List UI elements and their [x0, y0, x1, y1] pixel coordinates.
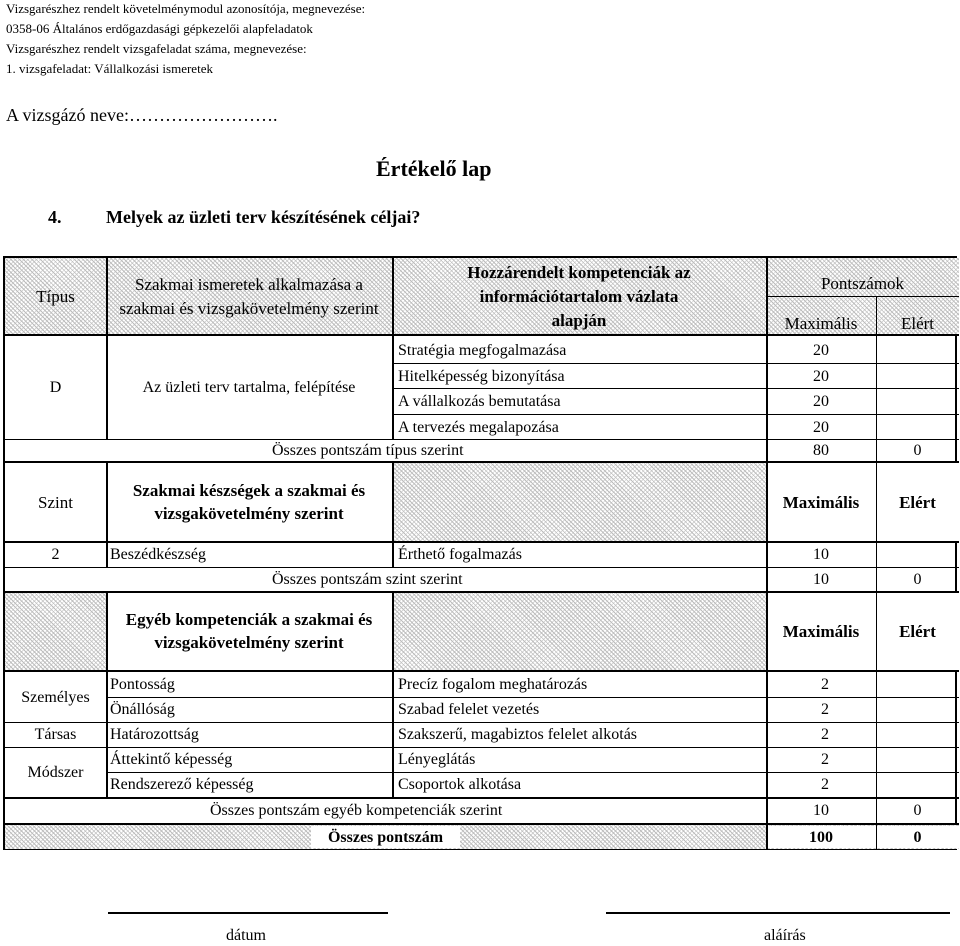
divider [5, 541, 959, 543]
competence-item: Stratégia megfogalmazása [398, 341, 567, 359]
divider [766, 296, 959, 297]
divider [876, 296, 877, 849]
competence-item: A vállalkozás bemutatása [398, 392, 561, 410]
divider [5, 797, 959, 799]
topic-value: Az üzleti terv tartalma, felépítése [142, 378, 356, 396]
skill-level: 2 [51, 546, 60, 563]
level-total-achieved: 0 [913, 571, 922, 588]
knowledge-column-header: Szakmai ismeretek alkalmazása a szakmai és vizsgakövetelmény szerint [119, 274, 379, 318]
module-name: 0358-06 Általános erdőgazdasági gépkezelői alapfeladatok [6, 21, 313, 36]
max-points: 20 [813, 392, 829, 410]
competency-description: Csoportok alkotása [398, 776, 522, 793]
competency-name: Határozottság [110, 726, 199, 743]
type-value: D [49, 378, 62, 396]
max-points: 20 [813, 367, 829, 385]
achieved-column-header: Elért [900, 313, 935, 333]
signature-line [606, 912, 950, 914]
divider [5, 823, 959, 825]
competency-description: Lényeglátás [398, 751, 476, 768]
competency-name: Rendszerező képesség [110, 776, 254, 793]
grand-total-label: Összes pontszám [327, 828, 444, 846]
competency-max: 2 [821, 676, 829, 693]
competency-description: Precíz fogalom meghatározás [398, 676, 588, 693]
divider [5, 567, 959, 568]
group-personal: Személyes [21, 688, 90, 706]
competence-item: A tervezés megalapozása [398, 418, 559, 436]
type-total-max: 80 [813, 442, 829, 459]
type-column-header: Típus [36, 287, 75, 306]
skills-achieved-header: Elért [899, 492, 936, 512]
competency-max: 2 [821, 701, 829, 718]
group-social: Társas [34, 726, 77, 743]
divider [106, 772, 959, 773]
question-text: Melyek az üzleti terv készítésének céljai? [106, 207, 421, 227]
skill-name: Beszédkészség [110, 546, 206, 563]
divider [5, 334, 959, 336]
divider [106, 697, 959, 698]
other-max-header: Maximális [782, 621, 860, 641]
divider [106, 461, 108, 567]
level-column-header: Szint [38, 492, 73, 512]
competency-name: Önállóság [110, 701, 175, 718]
max-column-header: Maximális [784, 313, 858, 333]
divider [106, 591, 108, 797]
evaluation-table [3, 256, 957, 850]
type-total-label: Összes pontszám típus szerint [272, 442, 464, 459]
divider [5, 591, 959, 593]
divider [392, 591, 394, 797]
divider [5, 670, 959, 672]
type-total-achieved: 0 [913, 442, 922, 459]
divider [5, 747, 959, 748]
other-total-label: Összes pontszám egyéb kompetenciák szerint [210, 802, 503, 819]
points-column-header: Pontszámok [820, 273, 905, 293]
divider [392, 461, 394, 567]
signature-label: aláírás [764, 927, 806, 944]
skills-column-header: Szakmai készségek a szakmai és vizsgakövetelmény szerint [132, 481, 366, 523]
examinee-name-field: A vizsgázó neve:……………………. [6, 105, 278, 125]
page-title: Értékelő lap [376, 156, 492, 181]
max-points: 20 [813, 418, 829, 436]
level-total-max: 10 [813, 571, 829, 588]
grand-total-max: 100 [809, 828, 833, 846]
competency-name: Pontosság [110, 676, 175, 693]
task-label: Vizsgarészhez rendelt vizsgafeladat száma, megnevezése: [6, 41, 307, 56]
divider [106, 258, 108, 439]
skills-max-header: Maximális [782, 492, 860, 512]
other-competencies-header: Egyéb kompetenciák a szakmai és vizsgakövetelmény szerint [125, 610, 373, 652]
other-achieved-header: Elért [899, 621, 936, 641]
max-points: 20 [813, 341, 829, 359]
level-total-label: Összes pontszám szint szerint [272, 571, 463, 588]
competency-max: 2 [821, 726, 829, 743]
grand-total-achieved: 0 [913, 828, 922, 846]
question [48, 207, 420, 228]
competence-column-header: Hozzárendelt kompetenciák az információtartalom vázlata alapján [467, 262, 691, 330]
divider [5, 722, 959, 723]
competency-max: 2 [821, 776, 829, 793]
divider [5, 439, 959, 440]
competency-max: 2 [821, 751, 829, 768]
competency-description: Szakszerű, magabiztos felelet alkotás [398, 726, 638, 743]
skill-competence: Érthető fogalmazás [398, 546, 522, 563]
divider [392, 258, 394, 439]
divider [392, 414, 959, 415]
group-method: Módszer [27, 763, 84, 781]
question-number: 4. [48, 207, 62, 227]
divider [392, 388, 959, 389]
other-total-max: 10 [813, 802, 829, 819]
divider [766, 258, 768, 849]
competency-description: Szabad felelet vezetés [398, 701, 540, 718]
date-label: dátum [226, 927, 266, 944]
competence-item: Hitelképesség bizonyítása [398, 367, 565, 385]
task-name: 1. vizsgafeladat: Vállalkozási ismeretek [6, 61, 213, 76]
module-label: Vizsgarészhez rendelt követelménymodul azonosítója, megnevezése: [6, 1, 366, 16]
date-line [108, 912, 388, 914]
divider [5, 461, 959, 463]
divider [392, 363, 959, 364]
other-total-achieved: 0 [913, 802, 922, 819]
competency-name: Áttekintő képesség [110, 751, 233, 768]
skill-max: 10 [813, 546, 829, 563]
